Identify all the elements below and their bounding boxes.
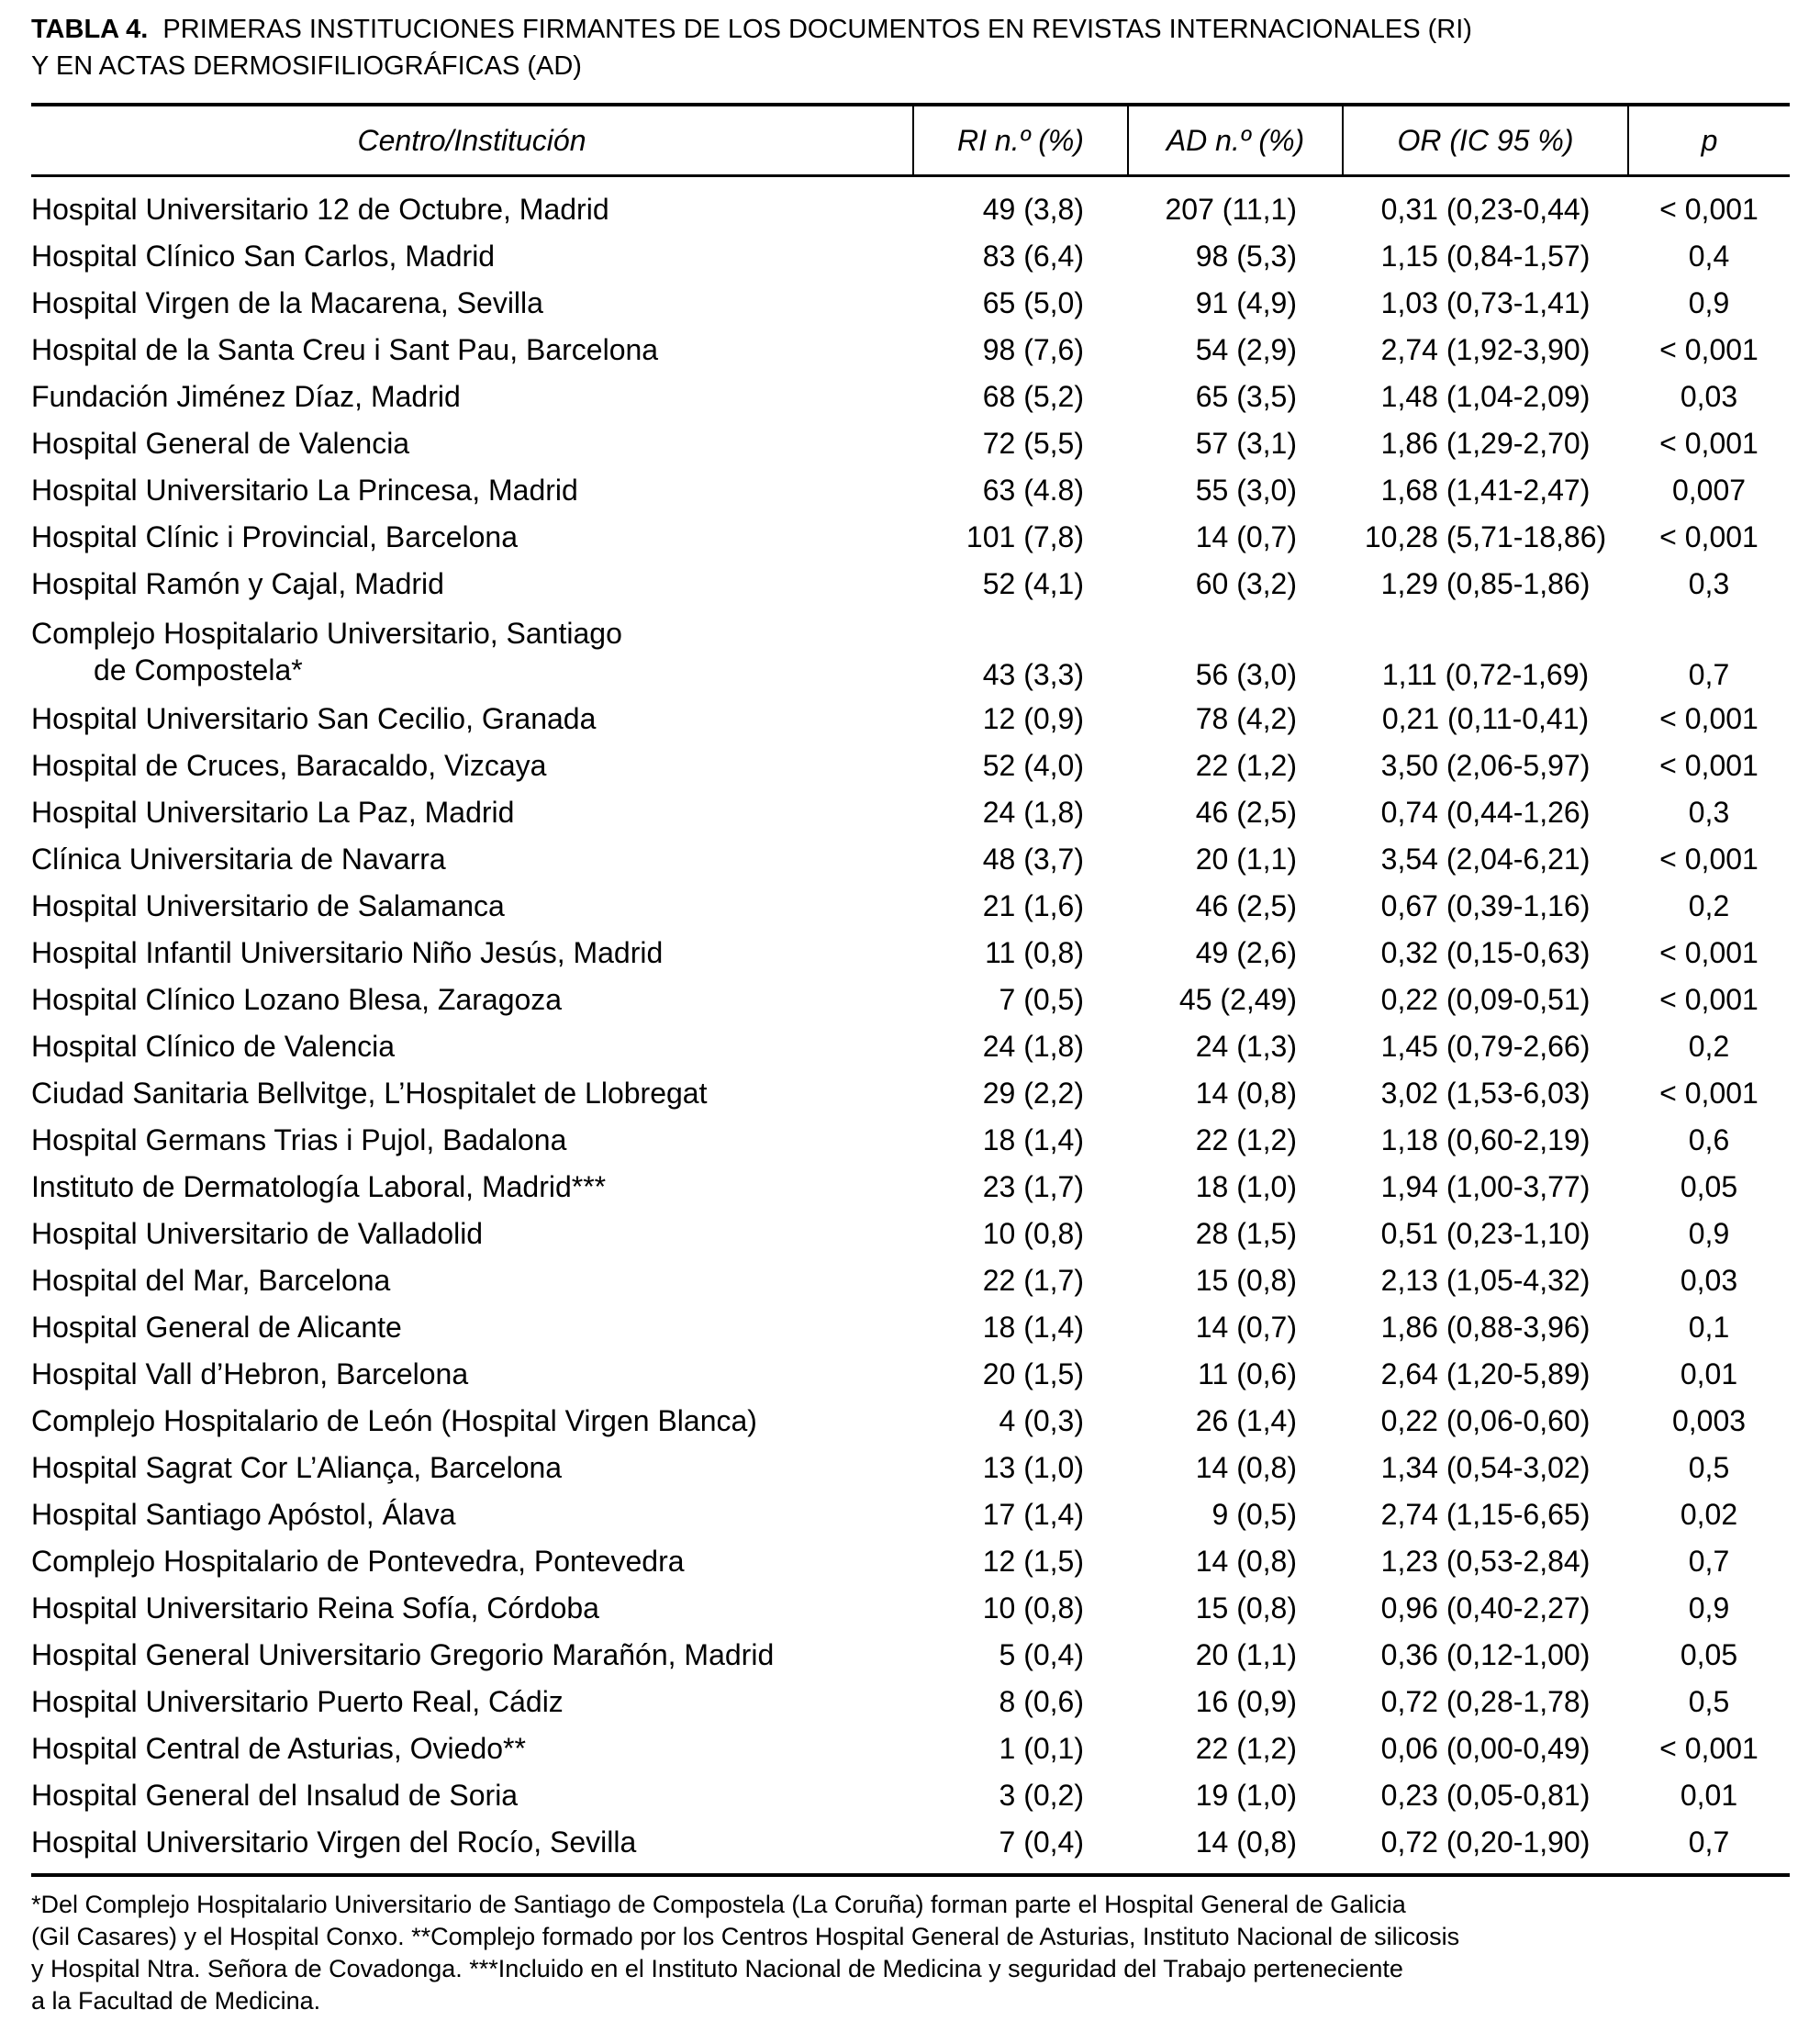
cell-or: 0,32 (0,15-0,63)	[1380, 936, 1591, 969]
cell-or: 0,31 (0,23-0,44)	[1380, 193, 1591, 226]
cell-ad: 18 (1,0)	[1195, 1170, 1297, 1203]
cell-p: 0,007	[1671, 474, 1747, 507]
cell-institution: Hospital Ramón y Cajal, Madrid	[31, 567, 444, 600]
cell-or: 1,94 (1,00-3,77)	[1380, 1170, 1591, 1203]
cell-institution	[31, 608, 913, 696]
cell-p: 0,05	[1680, 1638, 1738, 1671]
cell-ad: 14 (0,8)	[1195, 1545, 1297, 1578]
cell-ri: 21 (1,6)	[982, 889, 1084, 922]
cell-or: 0,36 (0,12-1,00)	[1380, 1638, 1591, 1671]
cell-ad: 9 (0,5)	[1211, 1498, 1297, 1531]
table-row	[31, 280, 1790, 327]
cell-institution: Hospital de la Santa Creu i Sant Pau, Barcelona	[31, 333, 659, 366]
table-row	[31, 327, 1790, 374]
cell-ri: 10 (0,8)	[982, 1591, 1084, 1624]
cell-or: 1,11 (0,72-1,69)	[1381, 658, 1590, 691]
cell-ad: 20 (1,1)	[1195, 1638, 1297, 1671]
cell-p: 0,3	[1688, 567, 1730, 600]
cell-institution: Clínica Universitaria de Navarra	[31, 843, 446, 876]
caption-label: TABLA 4.	[31, 15, 149, 44]
table-body	[31, 176, 1790, 1878]
col-header-centro: Centro/Institución	[31, 105, 913, 176]
cell-ad: 14 (0,8)	[1195, 1077, 1297, 1110]
table-row	[31, 608, 1790, 696]
cell-or: 1,86 (0,88-3,96)	[1380, 1311, 1591, 1344]
cell-ri: 98 (7,6)	[982, 333, 1084, 366]
cell-ri: 68 (5,2)	[982, 380, 1084, 413]
cell-ri: 10 (0,8)	[982, 1217, 1084, 1250]
cell-or: 1,86 (1,29-2,70)	[1380, 427, 1591, 460]
cell-p: 0,1	[1688, 1311, 1730, 1344]
cell-ad: 54 (2,9)	[1195, 333, 1297, 366]
cell-or: 1,34 (0,54-3,02)	[1380, 1451, 1591, 1484]
cell-or: 2,74 (1,15-6,65)	[1380, 1498, 1591, 1531]
institutions-table	[31, 103, 1790, 1877]
cell-or: 0,22 (0,09-0,51)	[1380, 983, 1591, 1016]
cell-p: 0,9	[1688, 1217, 1730, 1250]
table-row	[31, 1023, 1790, 1070]
cell-or: 0,72 (0,28-1,78)	[1380, 1685, 1591, 1718]
cell-or: 1,18 (0,60-2,19)	[1380, 1123, 1591, 1156]
table-row	[31, 561, 1790, 608]
cell-or: 1,45 (0,79-2,66)	[1380, 1030, 1591, 1063]
cell-institution: Hospital Clínic i Provincial, Barcelona	[31, 520, 518, 553]
cell-ri: 48 (3,7)	[982, 843, 1084, 876]
table-row	[31, 883, 1790, 930]
cell-ad: 60 (3,2)	[1195, 567, 1297, 600]
cell-p: 0,01	[1680, 1779, 1738, 1812]
table-row	[31, 1725, 1790, 1772]
cell-ri: 18 (1,4)	[982, 1311, 1084, 1344]
table-row	[31, 1632, 1790, 1679]
col-header-p: p	[1628, 105, 1790, 176]
table-bottom-rule	[31, 1873, 1790, 1877]
table-row	[31, 1819, 1790, 1877]
cell-ri: 5 (0,4)	[999, 1638, 1084, 1671]
cell-ri: 4 (0,3)	[999, 1404, 1084, 1437]
cell-ri: 7 (0,5)	[999, 983, 1084, 1016]
cell-institution: Hospital Clínico de Valencia	[31, 1030, 396, 1063]
cell-ad: 22 (1,2)	[1195, 1732, 1297, 1765]
table-row	[31, 1491, 1790, 1538]
cell-ri: 49 (3,8)	[982, 193, 1084, 226]
cell-p: < 0,001	[1659, 983, 1759, 1016]
table-row	[31, 930, 1790, 977]
cell-p: 0,5	[1688, 1685, 1730, 1718]
cell-institution: Hospital Universitario Reina Sofía, Córdoba	[31, 1591, 599, 1624]
cell-p: < 0,001	[1659, 1732, 1759, 1765]
cell-p: 0,003	[1671, 1404, 1747, 1437]
cell-ri: 101 (7,8)	[966, 520, 1084, 553]
cell-or: 3,50 (2,06-5,97)	[1380, 749, 1591, 782]
cell-ri: 72 (5,5)	[982, 427, 1084, 460]
table-row	[31, 1445, 1790, 1491]
cell-or: 3,54 (2,04-6,21)	[1380, 843, 1591, 876]
cell-or: 10,28 (5,71-18,86)	[1364, 520, 1607, 553]
cell-or: 3,02 (1,53-6,03)	[1380, 1077, 1591, 1110]
cell-p: 0,2	[1688, 889, 1730, 922]
cell-institution: Hospital Santiago Apóstol, Álava	[31, 1498, 456, 1531]
col-header-ad: AD n.º (%)	[1128, 105, 1343, 176]
cell-ad: 24 (1,3)	[1195, 1030, 1297, 1063]
cell-ad: 56 (3,0)	[1195, 658, 1297, 691]
cell-p: < 0,001	[1659, 427, 1759, 460]
table-row	[31, 742, 1790, 789]
cell-institution: Hospital Central de Asturias, Oviedo**	[31, 1732, 526, 1765]
cell-ad: 14 (0,8)	[1195, 1825, 1297, 1859]
cell-institution: Hospital General de Valencia	[31, 427, 410, 460]
cell-ad: 15 (0,8)	[1195, 1264, 1297, 1297]
cell-institution: Hospital Universitario San Cecilio, Granada	[31, 702, 597, 735]
table-row	[31, 374, 1790, 420]
cell-ri: 12 (1,5)	[982, 1545, 1084, 1578]
cell-p: 0,2	[1688, 1030, 1730, 1063]
cell-ri: 3 (0,2)	[999, 1779, 1084, 1812]
cell-ri: 83 (6,4)	[982, 240, 1084, 273]
cell-ri: 24 (1,8)	[982, 1030, 1084, 1063]
cell-institution: Hospital Clínico Lozano Blesa, Zaragoza	[31, 983, 563, 1016]
cell-ri: 11 (0,8)	[985, 936, 1084, 969]
table-row	[31, 1211, 1790, 1257]
cell-institution: Hospital Universitario de Salamanca	[31, 889, 505, 922]
cell-or: 2,64 (1,20-5,89)	[1380, 1357, 1591, 1390]
table-row	[31, 1117, 1790, 1164]
cell-ri: 23 (1,7)	[982, 1170, 1084, 1203]
cell-or: 1,03 (0,73-1,41)	[1380, 286, 1591, 319]
cell-ad: 45 (2,49)	[1178, 983, 1297, 1016]
table-row	[31, 696, 1790, 742]
cell-ad: 20 (1,1)	[1195, 843, 1297, 876]
cell-ad: 46 (2,5)	[1195, 889, 1297, 922]
cell-or: 2,13 (1,05-4,32)	[1380, 1264, 1591, 1297]
cell-ad: 26 (1,4)	[1195, 1404, 1297, 1437]
institution-name-line-1: Complejo Hospitalario Universitario, Santiago	[31, 617, 622, 650]
cell-institution: Hospital Universitario 12 de Octubre, Madrid	[31, 193, 609, 226]
footnote-line: (Gil Casares) y el Hospital Conxo. **Complejo formado por los Centros Hospital General de Asturias, Instituto Nacional de silicosis	[31, 1923, 1460, 1950]
cell-p: 0,01	[1680, 1357, 1738, 1390]
table-row	[31, 1351, 1790, 1398]
cell-ad: 65 (3,5)	[1195, 380, 1297, 413]
cell-ri: 18 (1,4)	[982, 1123, 1084, 1156]
cell-institution: Complejo Hospitalario de León (Hospital Virgen Blanca)	[31, 1404, 757, 1437]
table-row	[31, 176, 1790, 234]
table-row	[31, 467, 1790, 514]
cell-institution: Hospital Universitario La Princesa, Madrid	[31, 474, 578, 507]
footnote-line: y Hospital Ntra. Señora de Covadonga. ***Incluido en el Instituto Nacional de Medicina y seguridad del Trabajo perteneciente	[31, 1955, 1403, 1982]
cell-or: 0,06 (0,00-0,49)	[1380, 1732, 1591, 1765]
cell-p: 0,7	[1688, 658, 1730, 691]
cell-or: 0,96 (0,40-2,27)	[1380, 1591, 1591, 1624]
cell-p: 0,7	[1688, 1545, 1730, 1578]
caption-line-2: Y EN ACTAS DERMOSIFILIOGRÁFICAS (AD)	[31, 51, 582, 81]
cell-institution: Hospital Germans Trias i Pujol, Badalona	[31, 1123, 567, 1156]
cell-p: 0,02	[1680, 1498, 1738, 1531]
cell-ri: 12 (0,9)	[982, 702, 1084, 735]
table-row	[31, 789, 1790, 836]
cell-p: < 0,001	[1659, 843, 1759, 876]
cell-ad: 28 (1,5)	[1195, 1217, 1297, 1250]
cell-p: 0,05	[1680, 1170, 1738, 1203]
cell-p: 0,9	[1688, 1591, 1730, 1624]
cell-p: 0,03	[1680, 1264, 1738, 1297]
cell-institution: Hospital Universitario Virgen del Rocío, Sevilla	[31, 1825, 637, 1859]
cell-p: < 0,001	[1659, 1077, 1759, 1110]
cell-ad: 57 (3,1)	[1195, 427, 1297, 460]
table-row	[31, 1164, 1790, 1211]
cell-ri: 7 (0,4)	[999, 1825, 1084, 1859]
cell-institution: Instituto de Dermatología Laboral, Madrid***	[31, 1170, 607, 1203]
caption-line-1	[31, 11, 1793, 48]
cell-p: < 0,001	[1659, 333, 1759, 366]
cell-institution: Fundación Jiménez Díaz, Madrid	[31, 380, 461, 413]
cell-p: 0,4	[1688, 240, 1730, 273]
cell-or: 1,29 (0,85-1,86)	[1380, 567, 1591, 600]
cell-institution: Hospital Universitario Puerto Real, Cádiz	[31, 1685, 564, 1718]
cell-or: 0,74 (0,44-1,26)	[1380, 796, 1591, 829]
cell-p: < 0,001	[1659, 936, 1759, 969]
caption-title: PRIMERAS INSTITUCIONES FIRMANTES DE LOS DOCUMENTOS EN REVISTAS INTERNACIONALES (RI)	[162, 15, 1472, 44]
cell-ri: 24 (1,8)	[982, 796, 1084, 829]
table-caption	[31, 11, 1793, 84]
cell-or: 1,15 (0,84-1,57)	[1380, 240, 1591, 273]
cell-ri: 65 (5,0)	[982, 286, 1084, 319]
table-row	[31, 1772, 1790, 1819]
cell-institution: Hospital Clínico San Carlos, Madrid	[31, 240, 496, 273]
cell-ad: 19 (1,0)	[1195, 1779, 1297, 1812]
cell-ri: 52 (4,0)	[982, 749, 1084, 782]
cell-institution: Hospital del Mar, Barcelona	[31, 1264, 391, 1297]
cell-ad: 16 (0,9)	[1195, 1685, 1297, 1718]
table-row	[31, 1398, 1790, 1445]
cell-ri: 20 (1,5)	[982, 1357, 1084, 1390]
cell-p: 0,03	[1680, 380, 1738, 413]
footnote-line: *Del Complejo Hospitalario Universitario de Santiago de Compostela (La Coruña) forman parte el Hospital General de Galicia	[31, 1891, 1406, 1918]
cell-ad: 91 (4,9)	[1195, 286, 1297, 319]
table-row	[31, 1585, 1790, 1632]
cell-ad: 11 (0,6)	[1198, 1357, 1297, 1390]
institution-name-line-2: de Compostela*	[94, 653, 303, 687]
cell-institution: Hospital Virgen de la Macarena, Sevilla	[31, 286, 543, 319]
table-row	[31, 836, 1790, 883]
cell-institution: Hospital de Cruces, Baracaldo, Vizcaya	[31, 749, 547, 782]
table-row	[31, 1538, 1790, 1585]
cell-ri: 43 (3,3)	[982, 658, 1084, 691]
cell-ri: 1 (0,1)	[999, 1732, 1084, 1765]
table-row	[31, 1679, 1790, 1725]
cell-ad: 98 (5,3)	[1195, 240, 1297, 273]
cell-or: 1,23 (0,53-2,84)	[1380, 1545, 1591, 1578]
table-header-row	[31, 105, 1790, 176]
cell-ad: 15 (0,8)	[1195, 1591, 1297, 1624]
cell-ad: 78 (4,2)	[1195, 702, 1297, 735]
cell-institution: Hospital Infantil Universitario Niño Jesús, Madrid	[31, 936, 664, 969]
table-footnote	[31, 1889, 1775, 2017]
cell-or: 1,48 (1,04-2,09)	[1380, 380, 1591, 413]
cell-or: 0,23 (0,05-0,81)	[1380, 1779, 1591, 1812]
cell-p: 0,6	[1688, 1123, 1730, 1156]
cell-or: 0,51 (0,23-1,10)	[1380, 1217, 1591, 1250]
cell-p: 0,7	[1688, 1825, 1730, 1859]
cell-institution: Ciudad Sanitaria Bellvitge, L’Hospitalet de Llobregat	[31, 1077, 708, 1110]
footnote-line: a la Facultad de Medicina.	[31, 1987, 321, 2015]
cell-institution: Complejo Hospitalario de Pontevedra, Pontevedra	[31, 1545, 685, 1578]
cell-ad: 14 (0,7)	[1195, 1311, 1297, 1344]
cell-institution: Hospital General de Alicante	[31, 1311, 402, 1344]
cell-ri: 52 (4,1)	[982, 567, 1084, 600]
cell-ri: 13 (1,0)	[982, 1451, 1084, 1484]
cell-ad: 22 (1,2)	[1195, 749, 1297, 782]
cell-ri: 17 (1,4)	[982, 1498, 1084, 1531]
cell-institution: Hospital General Universitario Gregorio Marañón, Madrid	[31, 1638, 775, 1671]
cell-ad: 14 (0,7)	[1195, 520, 1297, 553]
cell-or: 0,22 (0,06-0,60)	[1380, 1404, 1591, 1437]
cell-p: < 0,001	[1659, 520, 1759, 553]
cell-or: 0,21 (0,11-0,41)	[1381, 702, 1590, 735]
cell-ri: 8 (0,6)	[999, 1685, 1084, 1718]
cell-p: < 0,001	[1659, 749, 1759, 782]
cell-institution: Hospital Sagrat Cor L’Aliança, Barcelona	[31, 1451, 563, 1484]
table-row	[31, 1070, 1790, 1117]
col-header-ri: RI n.º (%)	[913, 105, 1128, 176]
cell-institution: Hospital Universitario de Valladolid	[31, 1217, 484, 1250]
table-row	[31, 233, 1790, 280]
cell-or: 0,67 (0,39-1,16)	[1380, 889, 1591, 922]
cell-ad: 14 (0,8)	[1195, 1451, 1297, 1484]
table-row	[31, 514, 1790, 561]
cell-or: 2,74 (1,92-3,90)	[1380, 333, 1591, 366]
cell-p: < 0,001	[1659, 193, 1759, 226]
cell-ad: 49 (2,6)	[1195, 936, 1297, 969]
cell-ri: 22 (1,7)	[982, 1264, 1084, 1297]
cell-ad: 55 (3,0)	[1195, 474, 1297, 507]
cell-p: < 0,001	[1659, 702, 1759, 735]
col-header-or: OR (IC 95 %)	[1343, 105, 1628, 176]
cell-institution: Hospital Universitario La Paz, Madrid	[31, 796, 515, 829]
table-row	[31, 977, 1790, 1023]
cell-ad: 46 (2,5)	[1195, 796, 1297, 829]
table-row	[31, 1257, 1790, 1304]
cell-or: 1,68 (1,41-2,47)	[1380, 474, 1591, 507]
cell-or: 0,72 (0,20-1,90)	[1380, 1825, 1591, 1859]
cell-ri: 63 (4.8)	[982, 474, 1084, 507]
cell-institution: Hospital General del Insalud de Soria	[31, 1779, 519, 1812]
cell-ad: 22 (1,2)	[1195, 1123, 1297, 1156]
cell-p: 0,3	[1688, 796, 1730, 829]
table-row	[31, 1304, 1790, 1351]
cell-p: 0,9	[1688, 286, 1730, 319]
cell-p: 0,5	[1688, 1451, 1730, 1484]
table-row	[31, 420, 1790, 467]
cell-institution: Hospital Vall d’Hebron, Barcelona	[31, 1357, 469, 1390]
cell-ad: 207 (11,1)	[1165, 193, 1297, 226]
cell-ri: 29 (2,2)	[982, 1077, 1084, 1110]
